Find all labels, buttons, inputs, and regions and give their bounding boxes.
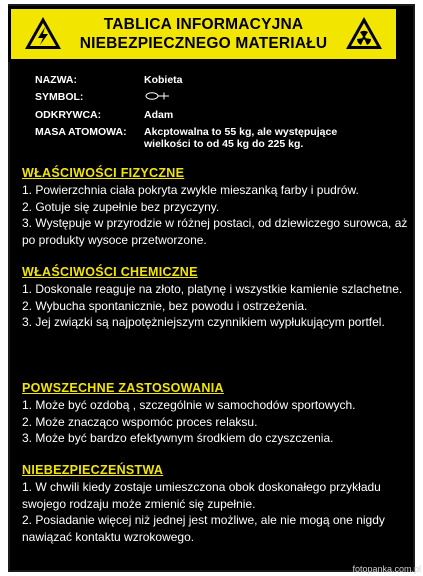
info-value-symbol — [138, 90, 379, 107]
info-row-atomic-mass — [29, 124, 379, 153]
header-title — [71, 15, 336, 53]
section-title: NIEBEZPIECZEŃSTWA — [22, 463, 164, 477]
list-item: 2. Może znacząco wspomóc proces relaksu. — [22, 414, 258, 429]
section-title: POWSZECHNE ZASTOSOWANIA — [22, 381, 224, 395]
info-value-discoverer: Adam — [138, 107, 379, 124]
section-title: WŁAŚCIWOŚCI FIZYCZNE — [22, 166, 185, 180]
list-item: 2. Wybucha spontanicznie, bez powodu i ostrzeżenia. — [22, 298, 308, 313]
watermark: fotopanka.com.pl — [352, 564, 421, 574]
info-row-symbol — [29, 90, 379, 107]
female-symbol-icon — [144, 91, 170, 101]
list-item: 3. Jej związki są najpotężniejszym czynnikiem wypłukującym portfel. — [22, 315, 385, 330]
section-physical — [22, 166, 413, 248]
list-item: 1. W chwili kiedy zostaje umieszczona obok doskonałego przykładu swojego rodzaju może zmienić się zupełnie. — [22, 480, 381, 511]
list-item: 2. Posiadanie więcej niż jednej jest możliwe, ale nie mogą one nigdy nawiązać kontaktu wzrokowego. — [22, 513, 385, 544]
section-title: WŁAŚCIWOŚCI CHEMICZNE — [22, 265, 198, 279]
section-chemical — [22, 265, 413, 331]
section-dangers — [22, 463, 413, 545]
header-banner — [8, 6, 399, 62]
header-title-line2: NIEBEZPIECZNEGO MATERIAŁU — [79, 35, 328, 52]
info-row-name — [29, 73, 379, 90]
info-row-discoverer — [29, 107, 379, 124]
list-item: 1. Powierzchnia ciała pokryta zwykle mieszanką farby i pudrów. — [22, 183, 359, 197]
list-item: 2. Gotuje się zupełnie bez przyczyny. — [22, 199, 220, 214]
info-value-atomic-mass: Akcptowalna to 55 kg, ale występujące wielkości to od 45 kg do 225 kg. — [138, 124, 379, 153]
section-uses — [22, 381, 413, 447]
info-key-symbol: SYMBOL: — [29, 90, 138, 107]
list-item: 3. Może być bardzo efektywnym środkiem do czyszczenia. — [22, 431, 334, 446]
high-voltage-warning-icon — [23, 15, 63, 51]
header-title-line1: TABLICA INFORMACYJNA — [103, 16, 304, 33]
radiation-warning-icon — [344, 15, 384, 51]
info-key-name: NAZWA: — [29, 73, 138, 90]
info-key-atomic-mass: MASA ATOMOWA: — [29, 124, 138, 153]
list-item: 1. Może być ozdobą , szczególnie w samochodów sportowych. — [22, 398, 356, 412]
info-table — [26, 70, 381, 156]
list-item: 3. Występuje w przyrodzie w różnej postaci, od dziewiczego surowca, aż po produkty wysoce przetworzone. — [22, 216, 408, 247]
info-key-discoverer: ODKRYWCA: — [29, 107, 138, 124]
list-item: 1. Doskonale reaguje na złoto, platynę i wszystkie kamienie szlachetne. — [22, 282, 403, 296]
info-value-name: Kobieta — [138, 73, 379, 90]
